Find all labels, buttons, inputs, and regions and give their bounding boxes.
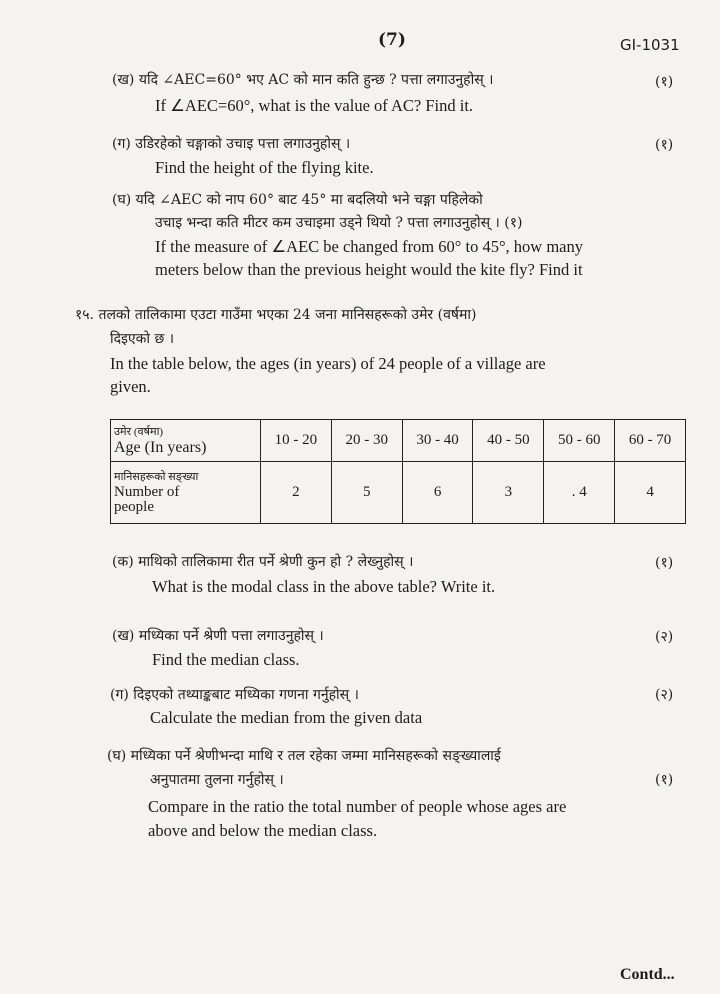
table-row-age (111, 420, 686, 462)
count-cell: 5 (331, 462, 402, 524)
age-label-nepali: उमेर (वर्षमा) (114, 426, 164, 438)
q15-ga-nepali: (ग) दिइएको तथ्याङ्कबाट मध्यिका गणना गर्नुहोस् । (110, 687, 359, 703)
class-cell: 50 - 60 (544, 420, 615, 462)
age-label-english: Age (In years) (114, 439, 207, 456)
q14-gha-nepali-2: उचाइ भन्दा कति मीटर कम उचाइमा उड्ने थियो ? पत्ता लगाउनुहोस् । (१) (155, 215, 523, 231)
q15-intro-english-2: given. (110, 377, 151, 396)
q15-kha-english: Find the median class. (152, 650, 300, 669)
count-cell: 6 (402, 462, 473, 524)
people-label-english-1: Number of (114, 484, 180, 500)
q15-intro-nepali-2: दिइएको छ । (110, 331, 175, 347)
q15-kha-mark: (२) (655, 629, 674, 645)
count-cell: 4 (615, 462, 686, 524)
q14-gha-english-1: If the measure of ∠AEC be changed from 60° to 45°, how many (155, 237, 584, 256)
count-cell: 2 (261, 462, 332, 524)
q14-gha-nepali-1: (घ) यदि ∠AEC को नाप 60° बाट 45° मा बदलियो भने चङ्गा पहिलेको (112, 192, 483, 208)
age-distribution-table (110, 419, 686, 524)
class-cell: 30 - 40 (402, 420, 473, 462)
page-number: (7) (378, 30, 406, 50)
count-cell: 3 (473, 462, 544, 524)
people-label-nepali: मानिसहरूको सङ्ख्या (114, 471, 199, 483)
table-row-people (111, 462, 686, 524)
q15-ka-english: What is the modal class in the above table? Write it. (152, 577, 496, 596)
class-cell: 40 - 50 (473, 420, 544, 462)
q14-kha-mark: (१) (655, 74, 674, 90)
class-cell: 20 - 30 (331, 420, 402, 462)
q15-ga-english: Calculate the median from the given data (150, 708, 423, 727)
paper-code: GI-1031 (620, 36, 680, 54)
q15-intro-nepali-1: १५. तलको तालिकामा एउटा गाउँमा भएका 24 जना मानिसहरूको उमेर (वर्षमा) (75, 307, 477, 323)
q15-gha-english-2: above and below the median class. (148, 821, 378, 840)
count-cell: . 4 (544, 462, 615, 524)
q14-ga-mark: (१) (655, 137, 674, 153)
q15-intro-english-1: In the table below, the ages (in years) of 24 people of a village are (110, 354, 546, 373)
q15-ga-mark: (२) (655, 687, 674, 703)
q14-kha-nepali: (ख) यदि ∠AEC=60° भए AC को मान कति हुन्छ ? पत्ता लगाउनुहोस् । (112, 72, 494, 88)
age-row-label (111, 420, 261, 462)
q14-kha-english: If ∠AEC=60°, what is the value of AC? Find it. (155, 96, 474, 115)
continued-note: Contd... (620, 966, 675, 983)
q14-ga-nepali: (ग) उडिरहेको चङ्गाको उचाइ पत्ता लगाउनुहोस् । (112, 136, 351, 152)
q15-ka-mark: (१) (655, 555, 674, 571)
class-cell: 60 - 70 (615, 420, 686, 462)
q15-gha-english-1: Compare in the ratio the total number of people whose ages are (148, 797, 567, 816)
q15-ka-nepali: (क) माथिको तालिकामा रीत पर्ने श्रेणी कुन हो ? लेख्नुहोस् । (112, 554, 414, 570)
people-row-label (111, 462, 261, 524)
q15-gha-mark: (१) (655, 772, 674, 788)
q14-gha-english-2: meters below than the previous height would the kite fly? Find it (155, 260, 583, 279)
people-label-english-2: people (114, 499, 154, 515)
q15-gha-nepali-2: अनुपातमा तुलना गर्नुहोस् । (150, 772, 284, 788)
class-cell: 10 - 20 (261, 420, 332, 462)
q15-gha-nepali-1: (घ) मध्यिका पर्ने श्रेणीभन्दा माथि र तल रहेका जम्मा मानिसहरूको सङ्ख्यालाई (107, 748, 501, 764)
q14-ga-english: Find the height of the flying kite. (155, 158, 374, 177)
q15-kha-nepali: (ख) मध्यिका पर्ने श्रेणी पत्ता लगाउनुहोस् । (112, 628, 324, 644)
